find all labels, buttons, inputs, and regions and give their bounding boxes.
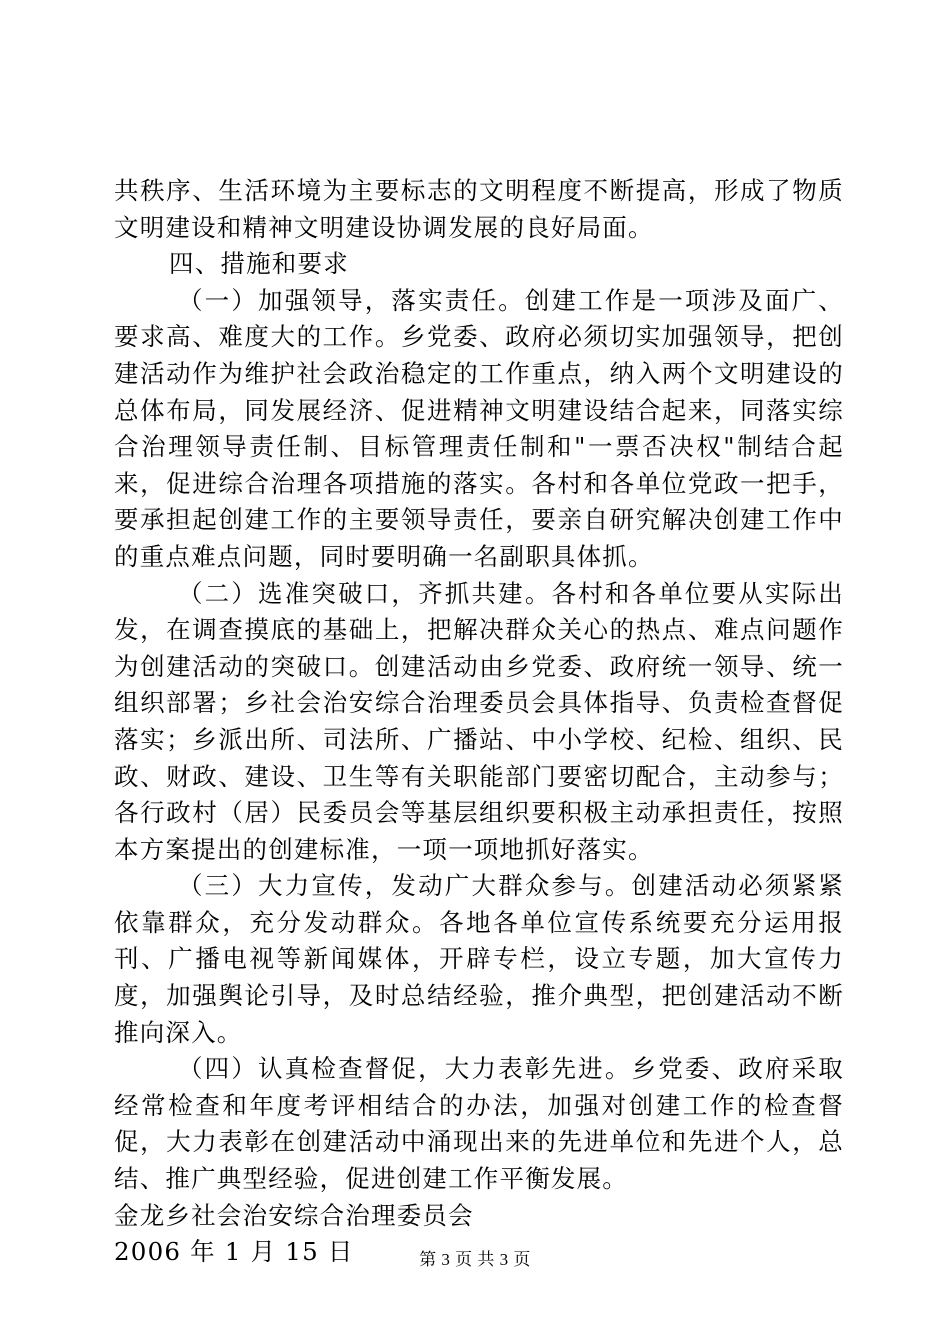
document-body (114, 173, 844, 1271)
section-heading-measures: 四、措施和要求 (169, 249, 349, 279)
paragraph-inspection: （四）认真检查督促，大力表彰先进。乡党委、政府采取经常检查和年度考评相结合的办法，加强对创建工作的检查督促，大力表彰在创建活动中涌现出来的先进单位和先进个人，总结、推广典型经验，促进创建工作平衡发展。 (114, 1054, 844, 1194)
signature-date: 2006 年 1 月 15 日 (114, 1237, 354, 1267)
paragraph-leadership: （一）加强领导，落实责任。创建工作是一项涉及面广、要求高、难度大的工作。乡党委、政府必须切实加强领导，把创建活动作为维护社会政治稳定的工作重点，纳入两个文明建设的总体布局，同发展经济、促进精神文明建设结合起来，同落实综合治理领导责任制、目标管理责任制和"一票否决权"制结合起来，促进综合治理各项措施的落实。各村和各单位党政一把手，要承担起创建工作的主要领导责任，要亲自研究解决创建工作中的重点难点问题，同时要明确一名副职具体抓。 (114, 285, 844, 571)
paragraph-publicity: （三）大力宣传，发动广大群众参与。创建活动必须紧紧依靠群众，充分发动群众。各地各单位宣传系统要充分运用报刊、广播电视等新闻媒体，开辟专栏，设立专题，加大宣传力度，加强舆论引导，及时总结经验，推介典型，把创建活动不断推向深入。 (114, 871, 844, 1047)
page-number-footer: 第 3 页 共 3 页 (419, 1250, 531, 1269)
paragraph-breakthrough: （二）选准突破口，齐抓共建。各村和各单位要从实际出发，在调查摸底的基础上，把解决群众关心的热点、难点问题作为创建活动的突破口。创建活动由乡党委、政府统一领导、统一组织部署；乡社会治安综合治理委员会具体指导、负责检查督促落实；乡派出所、司法所、广播站、中小学校、纪检、组织、民政、财政、建设、卫生等有关职能部门要密切配合，主动参与；各行政村（居）民委员会等基层组织要积极主动承担责任，按照本方案提出的创建标准，一项一项地抓好落实。 (114, 578, 844, 864)
signature-organization: 金龙乡社会治安综合治理委员会 (114, 1200, 474, 1230)
paragraph-continuation: 共秩序、生活环境为主要标志的文明程度不断提高，形成了物质文明建设和精神文明建设协调发展的良好局面。 (114, 176, 844, 242)
